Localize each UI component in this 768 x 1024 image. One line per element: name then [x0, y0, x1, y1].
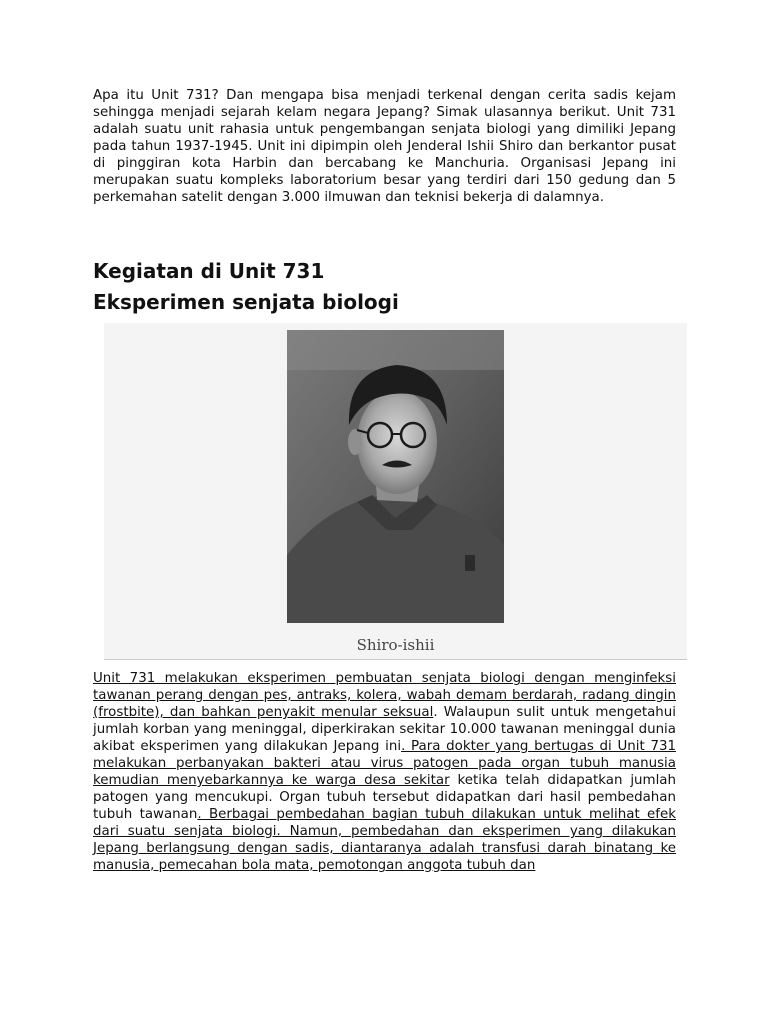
link-text-1[interactable]: Unit 731 melakukan eksperimen pembuatan senjata biologi dengan menginfeksi tawanan perang dengan pes, antraks, kolera, wabah demam berdarah, radang dingin (frostbite), dan bahkan penyakit menular seksual: [93, 671, 676, 720]
link-text-2[interactable]: . Para dokter yang bertugas di Unit 731 melakukan perbanyakan bakteri atau virus patogen pada organ tubuh manusia kemudian menyebarkannya ke warga desa sekitar: [93, 739, 677, 788]
portrait-photo: [287, 330, 504, 623]
plain-text-1: . Walaupun sulit untuk mengetahui jumlah korban yang meninggal, diperkirakan sekitar 10.000 tawanan meninggal dunia akibat eksperimen yang dilakukan Jepang ini: [93, 705, 677, 754]
heading-kegiatan: Kegiatan di Unit 731: [93, 259, 325, 283]
intro-paragraph: Apa itu Unit 731? Dan mengapa bisa menjadi terkenal dengan cerita sadis kejam sehingga menjadi sejarah kelam negara Jepang? Simak ulasannya berikut. Unit 731 adalah suatu unit rahasia untuk pengembangan senjata biologi yang dimiliki Jepang pada tahun 1937-1945. Unit ini dipimpin oleh Jenderal Ishii Shiro dan berkantor pusat di pinggiran kota Harbin dan bercabang ke Manchuria. Organisasi Jepang ini merupakan suatu kompleks laboratorium besar yang terdiri dari 150 gedung dan 5 perkemahan satelit dengan 3.000 ilmuwan dan teknisi bekerja di dalamnya.: [93, 88, 676, 205]
figure: [104, 323, 687, 660]
plain-text-2: ketika telah didapatkan jumlah patogen yang mencukupi. Organ tubuh tersebut didapatkan dari hasil pembedahan tubuh tawanan: [93, 773, 676, 822]
heading-eksperimen: Eksperimen senjata biologi: [93, 290, 399, 314]
figure-caption: Shiro-ishii: [356, 636, 435, 654]
link-text-3[interactable]: . Berbagai pembedahan bagian tubuh dilakukan untuk melihat efek dari suatu senjata biologi. Namun, pembedahan dan eksperimen yang dilakukan Jepang berlangsung dengan sadis, diantaranya adalah transfusi darah binatang ke manusia, pemecahan bola mata, pemotongan anggota tubuh dan: [93, 807, 676, 873]
body-paragraph: [93, 670, 676, 874]
